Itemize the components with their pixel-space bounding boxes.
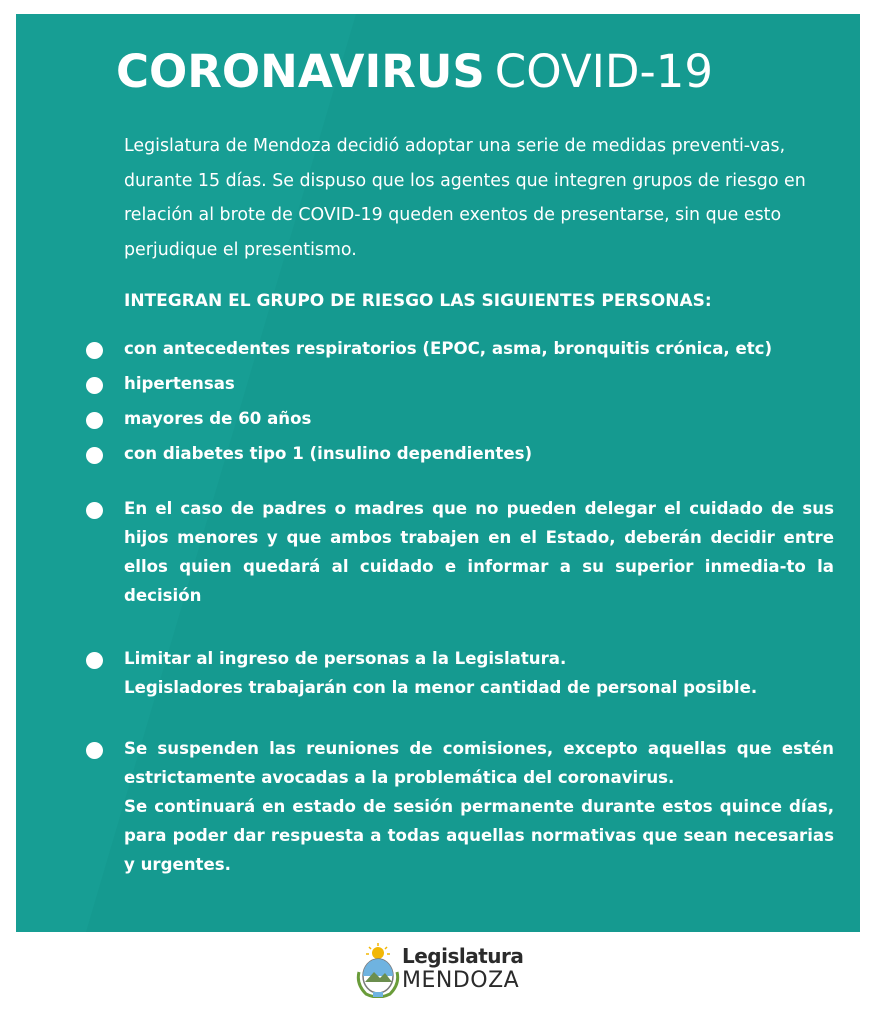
measure-access-line2: Legisladores trabajarán con la menor cantidad de personal posible.: [124, 678, 758, 697]
bullet-icon: [86, 652, 103, 669]
intro-paragraph: Legislatura de Mendoza decidió adoptar una serie de medidas preventi-vas, durante 15 días. Se dispuso que los agentes que integren grupos de riesgo en relación al brote de COVID-19 queden exentos de presentarse, sin que esto perjudique el presentismo.: [124, 136, 806, 260]
measure-sessions: [124, 734, 834, 879]
bullet-icon: [86, 742, 103, 759]
logo-title: Legislatura: [402, 944, 524, 968]
risk-item-age: mayores de 60 años: [124, 409, 312, 428]
list-item: [124, 644, 834, 702]
list-item: [124, 404, 834, 433]
bullet-icon: [86, 412, 103, 429]
page-title: [116, 44, 713, 100]
measure-sessions-line2: Se continuará en estado de sesión permanente durante estos quince días, para poder dar respuesta a todas aquellas normativas que sean necesarias y urgentes.: [124, 797, 834, 874]
measure-access-line1: Limitar al ingreso de personas a la Legislatura.: [124, 649, 567, 668]
info-panel: [16, 14, 860, 932]
measure-sessions-line1: Se suspenden las reuniones de comisiones, excepto aquellas que estén estrictamente avocadas a la problemática del coronavirus.: [124, 739, 834, 787]
bullet-icon: [86, 377, 103, 394]
title-bold: CORONAVIRUS: [116, 45, 485, 98]
risk-item-diabetes: con diabetes tipo 1 (insulino dependientes): [124, 444, 533, 463]
risk-item-respiratory: con antecedentes respiratorios (EPOC, asma, bronquitis crónica, etc): [124, 339, 773, 358]
list-item: [124, 369, 834, 398]
list-item: [124, 439, 834, 468]
measure-parents: En el caso de padres o madres que no pueden delegar el cuidado de sus hijos menores y que ambos trabajen en el Estado, deberán decidir entre ellos quien quedará al cuidado e informar a su superior inmedia-to la decisión: [124, 499, 834, 605]
bullet-icon: [86, 502, 103, 519]
list-item: [124, 334, 834, 363]
bullet-icon: [86, 342, 103, 359]
list-item: [124, 494, 834, 610]
title-light: COVID-19: [494, 45, 714, 98]
legislatura-logo: [356, 942, 526, 998]
provincial-seal-icon: [356, 942, 400, 998]
bullet-icon: [86, 447, 103, 464]
risk-item-hypertension: hipertensas: [124, 374, 235, 393]
logo-subtitle: MENDOZA: [402, 968, 520, 993]
list-item: [124, 734, 834, 879]
measure-access: [124, 644, 834, 702]
risk-group-heading: INTEGRAN EL GRUPO DE RIESGO LAS SIGUIENTES PERSONAS:: [124, 291, 712, 311]
